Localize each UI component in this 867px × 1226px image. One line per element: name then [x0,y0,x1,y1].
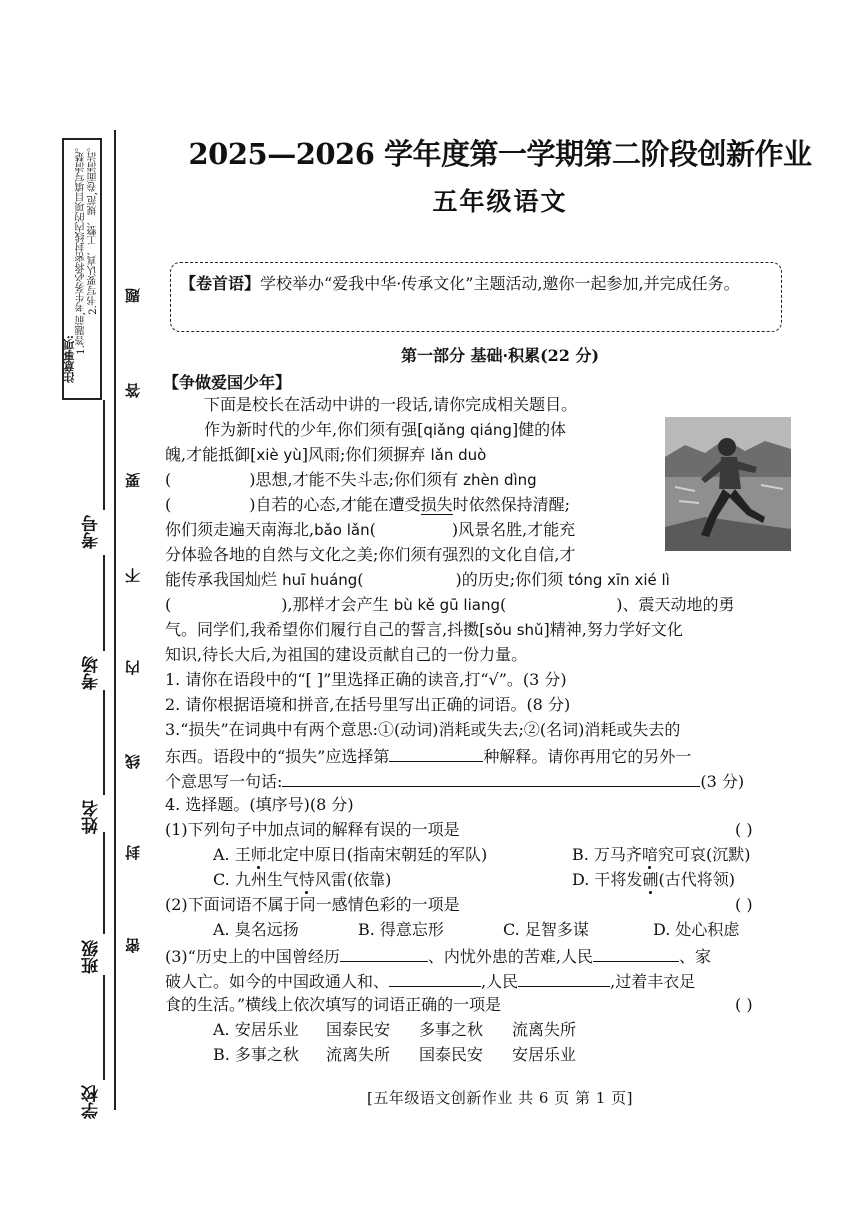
option-a: A. 王师北定中原日(指南宋朝廷的军队) [213,845,488,864]
field-line-class[interactable] [103,832,105,934]
notice-title: 注意事项: [63,335,76,384]
field-line-exam-room[interactable] [103,555,105,651]
passage-line: ( )思想,才能不失斗志;你们须有 zhèn dìng [165,470,537,489]
intro-label: 【卷首语】 [180,274,261,293]
fold-char: 密 [124,938,142,953]
pinyin-prompt: bù kě gū liang [393,596,500,614]
question-3-line3: 个意思写一句话: (3 分) [165,772,745,791]
passage-line: 能传承我国灿烂 huī huáng( )的历史;你们须 tóng xīn xié lì [165,570,670,589]
option-b-word: 安居乐业 [512,1045,577,1064]
question-1: 1. 请你在语段中的“[ ]”里选择正确的读音,打“√”。(3 分) [165,670,567,689]
option-c: C. 足智多谋 [503,920,589,939]
option-a-word: 流离失所 [512,1020,577,1039]
passage-line: ( )自若的心态,才能在遭受损失时依然保持清醒; [165,495,571,514]
fold-char: 要 [124,473,142,488]
page-subtitle: 五年级语文 [432,187,568,216]
passage-line: ( ),那样才会产生 bù kě gū liang( )、震天动地的勇 [165,595,735,614]
lead-sentence: 下面是校长在活动中讲的一段话,请你完成相关题目。 [204,395,578,414]
passage-line: 作为新时代的少年,你们须有强[qiǎng qiáng]健的体 [204,420,567,439]
page-title: 2025—2026 学年度第一学期第二阶段创新作业 [188,137,812,171]
pinyin-prompt: bǎo lǎn [314,521,370,539]
question-2: 2. 请你根据语境和拼音,在括号里写出正确的词语。(8 分) [165,695,571,714]
option-a: A. 臭名远扬 [213,920,299,939]
pinyin-prompt: tóng xīn xié lì [568,571,670,589]
pinyin-choice[interactable]: sǒu shǔ [485,621,544,639]
pinyin-choice[interactable]: xiè yù [256,446,302,464]
underlined-word: 损失 [420,495,453,514]
fold-char: 题 [124,288,142,303]
answer-paren[interactable]: ( ) [735,820,753,839]
question-4-1: (1)下列句子中加点词的解释有误的一项是 [165,820,460,839]
option-b: B. 多事之秋 [213,1045,299,1064]
option-d: D. 处心积虑 [653,920,740,939]
field-label-school: 学校 [82,1085,102,1119]
field-line-school[interactable] [103,975,105,1080]
section-heading: 第一部分 基础·积累(22 分) [400,346,600,365]
option-b: B. 得意忘形 [358,920,444,939]
answer-blank[interactable] [340,945,428,962]
question-3: 3.“损失”在词典中有两个意思:①(动词)消耗或失去;②(名词)消耗或失去的 [165,720,681,739]
fold-char: 答 [124,383,142,398]
option-a: A. 安居乐业 [213,1020,299,1039]
field-line-name[interactable] [103,690,105,795]
question-4-3-line2: 破人亡。如今的中国政通人和、 ,人民 ,过着丰衣足 [165,972,696,991]
running-boy-photo [665,417,791,551]
fold-char: 不 [124,568,142,583]
pinyin-prompt: zhèn dìng [463,471,537,489]
topic-label: 【争做爱国少年】 [163,373,292,392]
field-label-exam-number: 考号 [82,515,102,549]
field-label-exam-room: 考场 [82,656,102,690]
passage-line: 分体验各地的自然与文化之美;你们须有强烈的文化自信,才 [165,545,576,564]
option-d: D. 干将发硎(古代将领) [572,870,735,889]
option-a-word: 国泰民安 [326,1020,391,1039]
question-4-2: (2)下面词语不属于同一感情色彩的一项是 [165,895,460,914]
answer-blank[interactable] [389,970,481,987]
option-b: B. 万马齐喑究可哀(沉默) [572,845,751,864]
notice-line-1: 1.答题前,考生务必将密封线内的项目填写清楚。 [76,142,87,355]
field-label-name: 姓名 [82,800,102,834]
passage-line: 气。同学们,我希望你们履行自己的誓言,抖擞[sǒu shǔ]精神,努力学好文化 [165,620,683,639]
binding-line [114,130,116,1110]
passage-line: 知识,待长大后,为祖国的建设贡献自己的一份力量。 [165,645,528,664]
answer-paren[interactable]: ( ) [735,895,753,914]
answer-blank[interactable] [518,970,610,987]
question-4-3: (3)“历史上的中国曾经历 、内忧外患的苦难,人民 、家 [165,947,711,966]
pinyin-prompt: lǎn duò [430,446,487,464]
fold-char: 线 [124,754,142,769]
intro-body: 学校举办“爱我中华·传承文化”主题活动,邀你一起参加,并完成任务。 [260,274,740,293]
answer-blank[interactable] [389,745,483,762]
pinyin-prompt: huī huáng [282,571,358,589]
answer-blank[interactable] [593,945,679,962]
pinyin-choice[interactable]: qiǎng qiáng [423,421,512,439]
fold-char: 内 [124,660,142,675]
notice-line-2: 2.书写要认真、工整、规范,卷面清洁。 [88,142,99,315]
field-line-exam-number[interactable] [103,400,105,510]
page-footer: [五年级语文创新作业 共 6 页 第 1 页] [367,1089,633,1107]
option-b-word: 国泰民安 [419,1045,484,1064]
field-label-class: 班级 [82,940,102,974]
intro-text [180,270,780,298]
fold-char: 封 [124,845,142,860]
answer-blank[interactable] [282,770,700,787]
passage-line: 你们须走遍天南海北,bǎo lǎn( )风景名胜,才能充 [165,520,576,539]
answer-paren[interactable]: ( ) [735,995,753,1014]
question-4-3-line3: 食的生活。”横线上依次填写的词语正确的一项是 [165,995,502,1014]
question-4: 4. 选择题。(填序号)(8 分) [165,795,354,814]
passage-line: 魄,才能抵御[xiè yù]风雨;你们须摒弃 lǎn duò [165,445,487,464]
running-boy-illustration [665,417,791,551]
option-c: C. 九州生气恃风雷(依靠) [213,870,392,889]
option-b-word: 流离失所 [326,1045,391,1064]
question-3-line2: 东西。语段中的“损失”应选择第 种解释。请你再用它的另外一 [165,747,692,766]
option-a-word: 多事之秋 [419,1020,484,1039]
